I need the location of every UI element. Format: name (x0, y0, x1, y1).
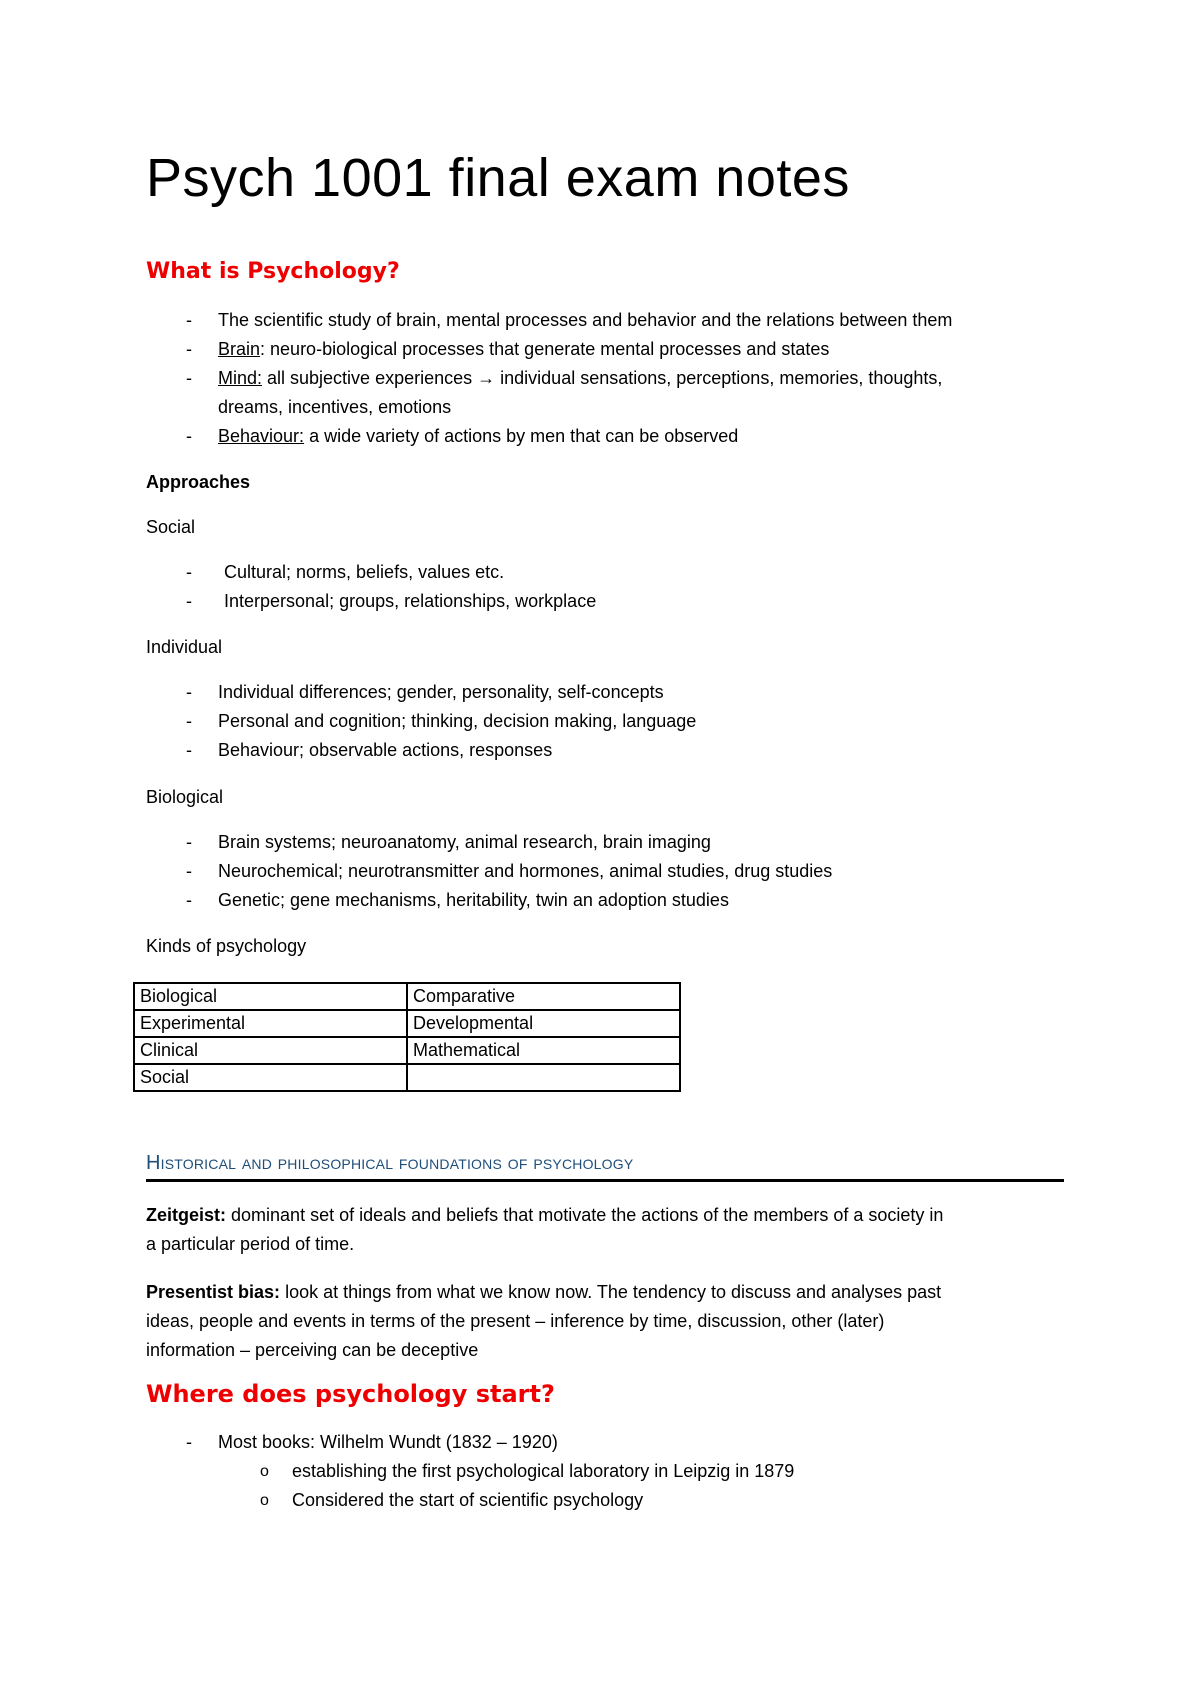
term-mind: Mind: (218, 368, 263, 388)
table-cell: Biological (134, 983, 407, 1010)
section-heading-where-does-psychology-start: Where does psychology start? (146, 1380, 555, 1408)
list-item (218, 422, 738, 451)
list-item: The scientific study of brain, mental processes and behavior and the relations between them (218, 310, 953, 330)
bullet-dash: - (186, 310, 192, 330)
bullet-dash: - (186, 339, 192, 359)
table-cell: Social (134, 1064, 407, 1091)
zeitgeist-line: a particular period of time. (146, 1234, 355, 1254)
table-cell: Comparative (407, 983, 680, 1010)
sub-list-item: establishing the first psychological laboratory in Leipzig in 1879 (292, 1461, 795, 1481)
table-cell (407, 1064, 680, 1091)
table-row (134, 1037, 680, 1064)
bullet-dash: - (186, 682, 192, 702)
arrow-right-icon: → (477, 368, 496, 388)
list-item (218, 364, 942, 393)
bullet-dash: - (186, 832, 192, 852)
term-presentist-bias: Presentist bias: (146, 1282, 281, 1302)
sub-list-item: Considered the start of scientific psychology (292, 1490, 644, 1510)
heading-underline (146, 1179, 1064, 1182)
table-cell: Experimental (134, 1010, 407, 1037)
presentist-bias-definition (146, 1278, 1066, 1365)
bullet-circle: o (260, 1492, 269, 1509)
list-item: Individual differences; gender, personality, self-concepts (218, 682, 664, 702)
list-item-continuation: dreams, incentives, emotions (218, 397, 452, 417)
list-item: Brain systems; neuroanatomy, animal research, brain imaging (218, 832, 711, 852)
presentist-line: information – perceiving can be deceptive (146, 1340, 479, 1360)
list-item: Behaviour; observable actions, responses (218, 740, 553, 760)
term-zeitgeist: Zeitgeist: (146, 1205, 227, 1225)
bullet-circle: o (260, 1463, 269, 1480)
list-item: Genetic; gene mechanisms, heritability, twin an adoption studies (218, 890, 729, 910)
subheading-social: Social (146, 517, 196, 537)
term-mind-definition-cont: individual sensations, perceptions, memories, thoughts, (495, 368, 943, 388)
presentist-line: ideas, people and events in terms of the present – inference by time, discussion, other (later) (146, 1311, 885, 1331)
list-item: Interpersonal; groups, relationships, workplace (224, 591, 597, 611)
bullet-dash: - (186, 890, 192, 910)
table-cell: Clinical (134, 1037, 407, 1064)
term-behaviour-definition: a wide variety of actions by men that can be observed (304, 426, 739, 446)
term-brain-definition: : neuro-biological processes that generate mental processes and states (260, 339, 830, 359)
bullet-dash: - (186, 562, 192, 582)
list-item: Cultural; norms, beliefs, values etc. (224, 562, 505, 582)
table-row (134, 1010, 680, 1037)
zeitgeist-definition (146, 1201, 1066, 1259)
table-row (134, 983, 680, 1010)
subheading-individual: Individual (146, 637, 223, 657)
bullet-dash: - (186, 1432, 192, 1452)
table-row (134, 1064, 680, 1091)
table-cell: Developmental (407, 1010, 680, 1037)
subheading-approaches: Approaches (146, 472, 251, 492)
bullet-dash: - (186, 861, 192, 881)
zeitgeist-line: dominant set of ideals and beliefs that motivate the actions of the members of a society in (226, 1205, 944, 1225)
kinds-of-psychology-table (133, 982, 681, 1092)
section-heading-historical-foundations: Historical and philosophical foundations of psychology (146, 1152, 634, 1174)
presentist-line: look at things from what we know now. The tendency to discuss and analyses past (280, 1282, 942, 1302)
bullet-dash: - (186, 711, 192, 731)
section-heading-what-is-psychology: What is Psychology? (146, 259, 400, 284)
bullet-dash: - (186, 591, 192, 611)
page-title: Psych 1001 final exam notes (146, 148, 850, 208)
bullet-dash: - (186, 368, 192, 388)
list-item: Personal and cognition; thinking, decision making, language (218, 711, 697, 731)
subheading-biological: Biological (146, 787, 224, 807)
subheading-kinds-of-psychology: Kinds of psychology (146, 936, 307, 956)
table-cell: Mathematical (407, 1037, 680, 1064)
list-item: Neurochemical; neurotransmitter and hormones, animal studies, drug studies (218, 861, 833, 881)
term-behaviour: Behaviour: (218, 426, 305, 446)
bullet-dash: - (186, 426, 192, 446)
term-mind-definition: all subjective experiences (262, 368, 473, 388)
list-item (218, 335, 829, 364)
list-item: Most books: Wilhelm Wundt (1832 – 1920) (218, 1432, 558, 1452)
term-brain: Brain (218, 339, 261, 359)
bullet-dash: - (186, 740, 192, 760)
